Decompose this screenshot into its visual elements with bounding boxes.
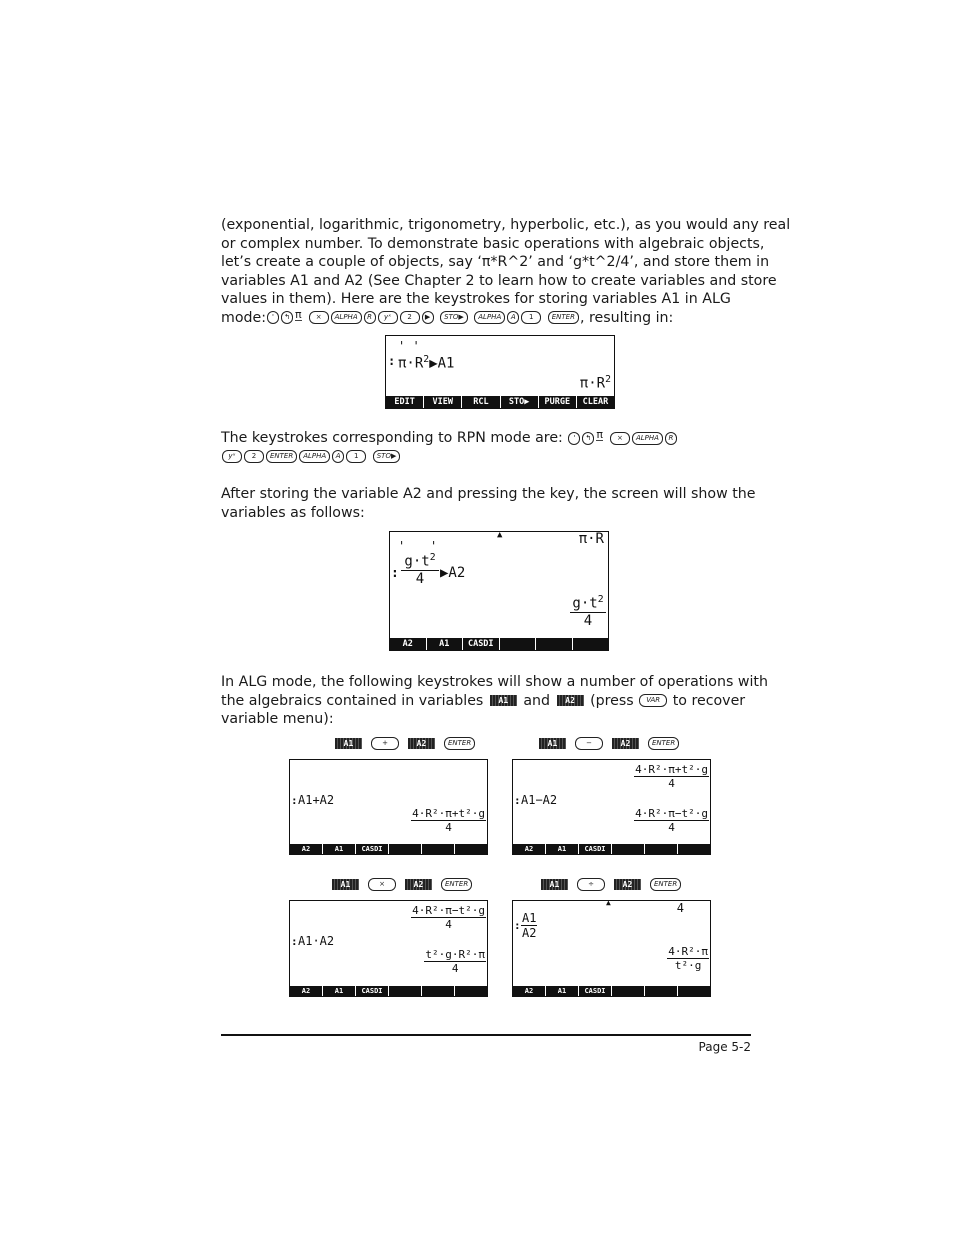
plus-key: + — [371, 737, 399, 750]
softkey-rcl[interactable]: RCL — [462, 396, 499, 408]
intro-paragraph — [221, 216, 791, 328]
sto-key: STO▶ — [373, 450, 401, 463]
softkey-casdir[interactable]: CASDI — [356, 986, 388, 996]
a1-menu-key: A1 — [335, 738, 362, 749]
enter-key: ENTER — [444, 737, 475, 750]
rpn-text: The keystrokes corresponding to RPN mode are: — [221, 430, 563, 446]
alpha-key: ALPHA — [474, 311, 505, 324]
softkey-clear[interactable]: CLEAR — [577, 396, 614, 408]
input-expression: $\pi\cdot R^2▶A1$ — [398, 354, 455, 372]
softkey-empty[interactable] — [500, 638, 536, 650]
result-fraction: $\frac{g\cdot t^2}{4}$ — [570, 594, 606, 629]
left-shift-key: ↰ — [281, 311, 293, 324]
softkey-view[interactable]: VIEW — [424, 396, 461, 408]
text-line: let’s create a couple of objects, say ‘π*R^2’ and ‘g*t^2/4’, and store them in — [221, 254, 770, 271]
calculator-screen-alg — [385, 335, 615, 409]
stack-marker: : — [388, 354, 396, 368]
two-key: 2 — [244, 450, 264, 463]
softkey-menu — [513, 844, 710, 854]
input-fraction: $\frac{A1}{A2}$ — [522, 911, 537, 940]
softkey-a1[interactable]: A1 — [546, 844, 578, 854]
power-key: yˣ — [378, 311, 398, 324]
mode-label: mode: — [221, 309, 267, 326]
times-key: × — [610, 432, 630, 445]
screen-subtract: $\frac{\text{4·R²·π+t²·g}}{4}$ : A1−A2 $\frac{\text{4·R²·π−t²·g}}{4}$ A2 A1 CASDI — [512, 759, 711, 855]
screen-add: : A1+A2 $\frac{\text{4·R²·π+t²·g}}{4}$ A2 A1 CASDI — [289, 759, 488, 855]
a2-menu-key: A2 — [408, 738, 435, 749]
divide-keystrokes — [539, 878, 682, 891]
quote-open: ' — [398, 539, 406, 553]
keystroke-line — [221, 309, 756, 328]
top-result: π·R — [578, 531, 604, 547]
softkey-empty[interactable] — [389, 986, 421, 996]
alpha-key: ALPHA — [632, 432, 663, 445]
softkey-a1[interactable]: A1 — [427, 638, 463, 650]
quote-key: ' — [267, 311, 279, 324]
a1-menu-key: A1 — [539, 738, 566, 749]
a2-paragraph — [221, 485, 756, 522]
text-line: (exponential, logarithmic, trigonometry, hyperbolic, etc.), as you would any real — [221, 217, 791, 233]
input-fraction: $\frac{g\cdot t^2}{4}$ — [401, 552, 439, 587]
softkey-a2[interactable]: A2 — [513, 844, 545, 854]
right-arrow-key: ▶ — [422, 311, 434, 324]
text-line: values in them). Here are the keystrokes for storing variables A1 in ALG — [221, 291, 731, 308]
a1-menu-key: A1 — [490, 695, 517, 706]
softkey-a1[interactable]: A1 — [323, 986, 355, 996]
r-key: R — [364, 311, 376, 324]
softkey-a2[interactable]: A2 — [390, 638, 426, 650]
enter-key: ENTER — [650, 878, 681, 891]
divide-key: ÷ — [577, 878, 605, 891]
screen-multiply: $\frac{\text{4·R²·π−t²·g}}{4}$ : A1·A2 $\frac{\text{t²·g·R²·π}}{4}$ A2 A1 CASDI — [289, 900, 488, 997]
power-key: yˣ — [222, 450, 242, 463]
softkey-empty[interactable] — [612, 844, 644, 854]
a2-menu-key: A2 — [612, 738, 639, 749]
a1-menu-key: A1 — [541, 879, 568, 890]
result-fraction: $\frac{\text{4·R²·π}}{\text{t²·g}}$ — [668, 945, 708, 972]
quote-key: ' — [568, 432, 580, 445]
softkey-menu — [290, 986, 487, 996]
softkey-empty[interactable] — [389, 844, 421, 854]
softkey-empty[interactable] — [678, 986, 710, 996]
text-fragment: and — [523, 692, 551, 709]
times-key: × — [368, 878, 396, 891]
subtract-keystrokes — [537, 737, 680, 750]
enter-key: ENTER — [648, 737, 679, 750]
softkey-edit[interactable]: EDIT — [386, 396, 423, 408]
store-arrow: ▶A2 — [440, 565, 466, 581]
minus-key: − — [575, 737, 603, 750]
result-expression: $\pi\cdot R^2$ — [579, 374, 611, 392]
rpn-paragraph — [221, 429, 756, 466]
softkey-empty[interactable] — [455, 986, 487, 996]
text-fragment: the algebraics contained in variables — [221, 692, 484, 709]
screen-divide: ▲ 4 : $\frac{A1}{A2}$ $\frac{\text{4·R²·π}}{\text{t²·g}}$ A2 A1 CASDI — [512, 900, 711, 997]
softkey-empty[interactable] — [422, 986, 454, 996]
softkey-casdir[interactable]: CASDI — [463, 638, 499, 650]
softkey-empty[interactable] — [422, 844, 454, 854]
softkey-casdir[interactable]: CASDI — [579, 986, 611, 996]
softkey-empty[interactable] — [645, 844, 677, 854]
softkey-empty[interactable] — [536, 638, 572, 650]
softkey-a2[interactable]: A2 — [290, 844, 322, 854]
softkey-empty[interactable] — [612, 986, 644, 996]
trail-text: , resulting in: — [579, 309, 674, 326]
text-fragment: (press — [590, 692, 634, 709]
one-key: 1 — [346, 450, 366, 463]
scroll-marker-icon: ▲ — [497, 530, 503, 540]
softkey-a2[interactable]: A2 — [290, 986, 322, 996]
result-fraction: $\frac{\text{t²·g·R²·π}}{4}$ — [425, 948, 485, 975]
multiply-keystrokes — [330, 878, 473, 891]
text-line: In ALG mode, the following keystrokes will show a number of operations with — [221, 674, 768, 690]
text-line: variable menu): — [221, 711, 334, 728]
softkey-empty[interactable] — [455, 844, 487, 854]
result-fraction: $\frac{\text{4·R²·π+t²·g}}{4}$ — [412, 807, 485, 834]
r-key: R — [665, 432, 677, 445]
scroll-marker-icon: ▲ — [606, 898, 611, 907]
pi-symbol: π — [596, 428, 603, 441]
add-keystrokes — [333, 737, 476, 750]
softkey-empty[interactable] — [645, 986, 677, 996]
footer-rule — [221, 1034, 751, 1036]
page-number: Page 5-2 — [698, 1040, 751, 1054]
two-key: 2 — [400, 311, 420, 324]
alpha-key: ALPHA — [331, 311, 362, 324]
operations-paragraph — [221, 673, 768, 729]
text-line: or complex number. To demonstrate basic operations with algebraic objects, — [221, 235, 765, 252]
a2-menu-key: A2 — [557, 695, 584, 706]
softkey-empty[interactable] — [573, 638, 609, 650]
input-expression: A1·A2 — [298, 934, 335, 948]
previous-result-fraction: $\frac{\text{4·R²·π+t²·g}}{4}$ — [635, 763, 708, 790]
softkey-casdir[interactable]: CASDI — [579, 844, 611, 854]
softkey-casdir[interactable]: CASDI — [356, 844, 388, 854]
result-fraction: $\frac{\text{4·R²·π−t²·g}}{4}$ — [635, 807, 708, 834]
pi-symbol: π — [295, 307, 302, 321]
softkey-menu — [386, 396, 614, 408]
one-key: 1 — [521, 311, 541, 324]
text-line: variables A1 and A2 (See Chapter 2 to learn how to create variables and store — [221, 272, 777, 289]
softkey-a1[interactable]: A1 — [323, 844, 355, 854]
times-key: × — [309, 311, 329, 324]
enter-key: ENTER — [441, 878, 472, 891]
input-expression: A1−A2 — [521, 793, 558, 807]
quote-close: ' — [430, 539, 438, 553]
softkey-a2[interactable]: A2 — [513, 986, 545, 996]
enter-key: ENTER — [548, 311, 579, 324]
softkey-menu — [513, 986, 710, 996]
var-key: VAR — [639, 694, 667, 707]
enter-key: ENTER — [266, 450, 297, 463]
softkey-purge[interactable]: PURGE — [539, 396, 576, 408]
sto-key: STO▶ — [440, 311, 468, 324]
text-line: variables as follows: — [221, 504, 365, 521]
calculator-screen-variables — [389, 531, 609, 651]
softkey-menu — [390, 638, 608, 650]
a-key: A — [332, 450, 344, 463]
softkey-sto[interactable]: STO▶ — [501, 396, 538, 408]
text-line: After storing the variable A2 and pressing the key, the screen will show the — [221, 486, 756, 502]
previous-result-fraction: $\frac{\text{4·R²·π−t²·g}}{4}$ — [412, 904, 485, 931]
a2-menu-key: A2 — [614, 879, 641, 890]
softkey-a1[interactable]: A1 — [546, 986, 578, 996]
softkey-menu — [290, 844, 487, 854]
quote-marks: ' ' — [398, 339, 420, 353]
a-key: A — [507, 311, 519, 324]
a2-menu-key: A2 — [405, 879, 432, 890]
previous-result: 4 — [676, 901, 684, 915]
input-expression: A1+A2 — [298, 793, 335, 807]
a1-menu-key: A1 — [332, 879, 359, 890]
stack-marker: : — [391, 566, 399, 581]
alpha-key: ALPHA — [299, 450, 330, 463]
left-shift-key: ↰ — [582, 432, 594, 445]
softkey-empty[interactable] — [678, 844, 710, 854]
text-fragment: to recover — [672, 692, 746, 709]
